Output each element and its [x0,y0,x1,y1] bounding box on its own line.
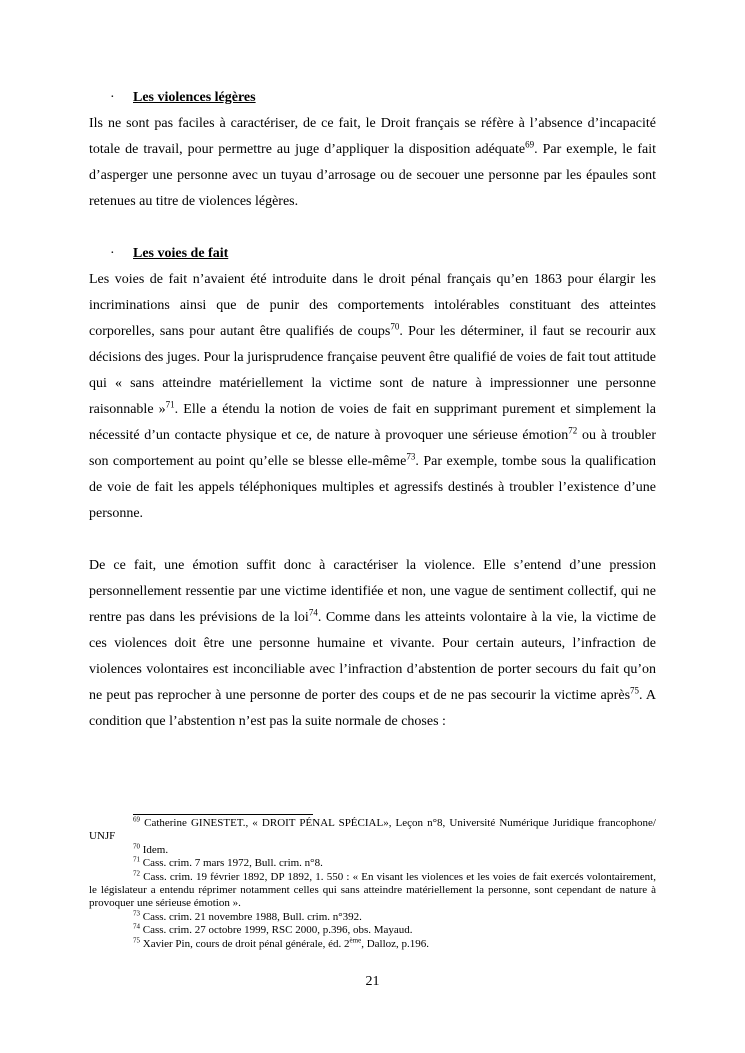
footnote-73: $^{73}$ Cass. crim. 21 novembre 1988, Bull. crim. n°392. [133,909,362,923]
bullet-marker: · [110,246,115,261]
footnote-ref-75: 75 [630,685,640,696]
paragraph-violences-legeres: Ils ne sont pas faciles à caractériser, de ce fait, le Droit français se réfère à l’absence d’incapacité totale de travail, pour permettre au juge d’appliquer la disposition adéquate$^{69}$. Par exemple, le fait d’asperger une personne avec un tuyau d’arrosage ou de secouer une personne par les épaules sont retenues au titre de violences légères. [89,116,656,209]
footnote-ref-73: 73 [406,451,416,462]
footnote-69: $^{69}$ Catherine GINESTET., « DROIT PÉNAL SPÉCIAL», Leçon n°8, Université Numérique Juridique francophone/ UNJF [89,815,656,843]
footnote-ref-74: 74 [308,607,318,618]
footnote-74: $^{74}$ Cass. crim. 27 octobre 1999, RSC 2000, p.396, obs. Mayaud. [133,922,413,937]
footnote-75: $^{75}$ Xavier Pin, cours de droit pénal générale, éd. 2ème, Dalloz, p.196. [133,936,430,950]
footnote-ref-71: 71 [165,399,175,410]
footnote-71: $^{71}$ Cass. crim. 7 mars 1972, Bull. crim. n°8. [133,855,323,870]
footnotes [89,817,656,951]
paragraph-voies-de-fait: Les voies de fait n’avaient été introduite dans le droit pénal français qu’en 1863 pour élargir les incriminations ainsi que de punir des comportements intolérables constituant des atteintes corporelles, sans pour autant être qualifiés de coups$^{70}$. Pour les déterminer, il faut se recourir aux décisions des juges. Pour la jurisprudence française peuvent être qualifié de voies de fait tout attitude qui « sans atteindre matériellement la victime sont de nature à impressionner une personne raisonnable »$^{71}$. Elle a étendu la notion de voies de fait en supprimant purement et simplement la nécessité d’un contacte physique et ce, de nature à provoquer une sérieuse émotion$^{72}$ ou à troubler son comportement au point qu’elle se blesse elle-même$^{73}$. Par exemple, tombe sous la qualification de voie de fait les appels téléphoniques multiples et agressifs destinés à troubler l’existence d’une personne. [89,272,657,521]
bullet-marker: · [110,90,115,105]
footnote-ref-70: 70 [390,321,400,332]
footnote-separator [133,814,313,815]
footnote-70: $^{70}$ Idem. [133,842,169,856]
footnote-ref-72: 72 [568,425,578,436]
footnote-ref-69: 69 [525,139,535,150]
heading-label: Les violences légères [133,90,256,105]
page-number: 21 [365,974,380,989]
section-heading-voies-de-fait [89,241,228,267]
heading-label: Les voies de fait [133,246,229,261]
footnote-72: $^{72}$ Cass. crim. 19 février 1892, DP 1892, 1. 550 : « En visant les violences et les voies de fait exercés volontairement, le législateur a entendu réprimer notamment celles qui sans atteindre matériellement la personne, sont cependant de nature à provoquer une sérieuse émotion ». [89,868,656,910]
section-heading-violences-legeres [89,85,256,111]
paragraph-emotion: De ce fait, une émotion suffit donc à caractériser la violence. Elle s’entend d’une pression personnellement ressentie par une victime identifiée et non, une vague de sentiment collectif, qui ne rentre pas dans les prévisions de la loi$^{74}$. Comme dans les atteints volontaire à la vie, la victime de ces violences doit être une personne humaine et vivante. Pour certain auteurs, l’infraction de violences volontaires est inconciliable avec l’infraction d’abstention de porter secours du fait qu’on ne peut pas reprocher à une personne de porter des coups et de ne pas secourir la victime après$^{75}$. A condition que l’abstention n’est pas la suite normale de choses : [89,558,656,729]
